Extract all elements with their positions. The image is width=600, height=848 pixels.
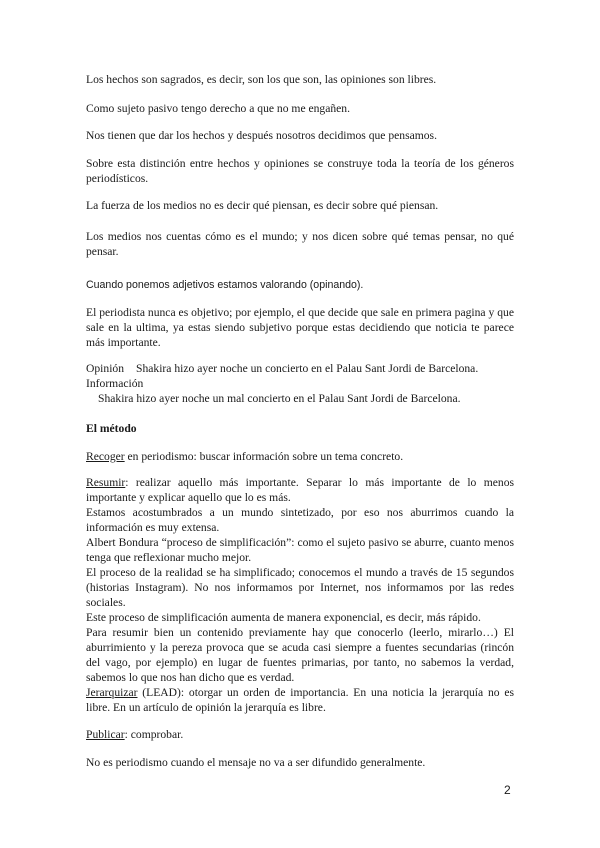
- publicar-definition: : comprobar.: [124, 728, 184, 741]
- paragraph-hechos-sagrados: Los hechos son sagrados, es decir, son los que son, las opiniones son libres.: [86, 73, 437, 86]
- term-publicar: Publicar: [86, 728, 125, 741]
- page-number: 2: [504, 783, 511, 797]
- paragraph-jerarquizar: [86, 685, 514, 715]
- example-opinion-text: Shakira hizo ayer noche un concierto en el Palau Sant Jordi de Barcelona.: [136, 362, 479, 375]
- paragraph-sujeto-pasivo: Como sujeto pasivo tengo derecho a que no me engañen.: [86, 102, 351, 115]
- paragraph-bondura: Albert Bondura “proceso de simplificación”: como el sujeto pasivo se aburre, cuanto menos tenga que reflexionar mucho mejor.: [86, 536, 514, 564]
- term-jerarquizar: Jerarquizar: [86, 686, 138, 699]
- paragraph-teoria-generos: Sobre esta distinción entre hechos y opiniones se construye toda la teoría de los géneros periodísticos.: [86, 157, 514, 185]
- paragraph-fuerza-medios: La fuerza de los medios no es decir qué piensan, es decir sobre qué piensan.: [86, 199, 439, 212]
- term-recoger: Recoger: [86, 450, 125, 463]
- example-info-text: Shakira hizo ayer noche un mal concierto en el Palau Sant Jordi de Barcelona.: [98, 392, 461, 405]
- paragraph-recoger: [86, 449, 514, 464]
- example-info-label: Información: [86, 377, 144, 390]
- paragraph-periodista-objetivo: El periodista nunca es objetivo; por ejemplo, el que decide que sale en primera pagina y que sale en la ultima, ya estas siendo subjetivo porque estas decidiendo que noticia te parece más importante.: [86, 306, 514, 349]
- paragraph-medios-cuentan: Los medios nos cuentas cómo es el mundo; y nos dicen sobre qué temas pensar, no qué pensar.: [86, 230, 514, 258]
- example-opinion-label: Opinión: [86, 362, 125, 375]
- paragraph-proceso-realidad: El proceso de la realidad se ha simplificado; conocemos el mundo a través de 15 segundos (historias Instagram). No nos informamos por Internet, nos informamos por las redes sociales.: [86, 566, 514, 609]
- term-resumir: Resumir: [86, 476, 126, 489]
- paragraph-resumir-bien: Para resumir bien un contenido previamente hay que conocerlo (leerlo, mirarlo…) El aburrimiento y la pereza provoca que se acuda casi siempre a fuentes secundarias (rincón del vago, por ejemplo) en lugar de fuentes primarias, por tanto, no sabemos la verdad, sabemos lo que nos han dicho que es verdad.: [86, 626, 514, 684]
- paragraph-publicar: [86, 727, 514, 742]
- resumir-block: [86, 475, 514, 685]
- jerarquizar-definition: (LEAD): otorgar un orden de importancia. En una noticia la jerarquía no es libre. En un artículo de opinión la jerarquía es libre.: [86, 686, 514, 714]
- section-heading-metodo: El método: [86, 422, 137, 435]
- resumir-definition: : realizar aquello más importante. Separar lo más importante de lo menos importante y explicar aquello que lo es más.: [86, 476, 514, 504]
- paragraph-resumir: [86, 475, 514, 505]
- example-opinion: [86, 361, 514, 376]
- paragraph-difundido: No es periodismo cuando el mensaje no va a ser difundido generalmente.: [86, 756, 426, 769]
- paragraph-adjetivos: Cuando ponemos adjetivos estamos valorando (opinando).: [86, 279, 364, 291]
- paragraph-mundo-sintetizado: Estamos acostumbrados a un mundo sintetizado, por eso nos aburrimos cuando la información es muy extensa.: [86, 506, 514, 534]
- example-informacion: [86, 376, 514, 406]
- paragraph-hechos-decidimos: Nos tienen que dar los hechos y después nosotros decidimos que pensamos.: [86, 129, 437, 142]
- recoger-definition: en periodismo: buscar información sobre un tema concreto.: [124, 450, 404, 463]
- paragraph-simplificacion-exponencial: Este proceso de simplificación aumenta de manera exponencial, es decir, más rápido.: [86, 611, 481, 624]
